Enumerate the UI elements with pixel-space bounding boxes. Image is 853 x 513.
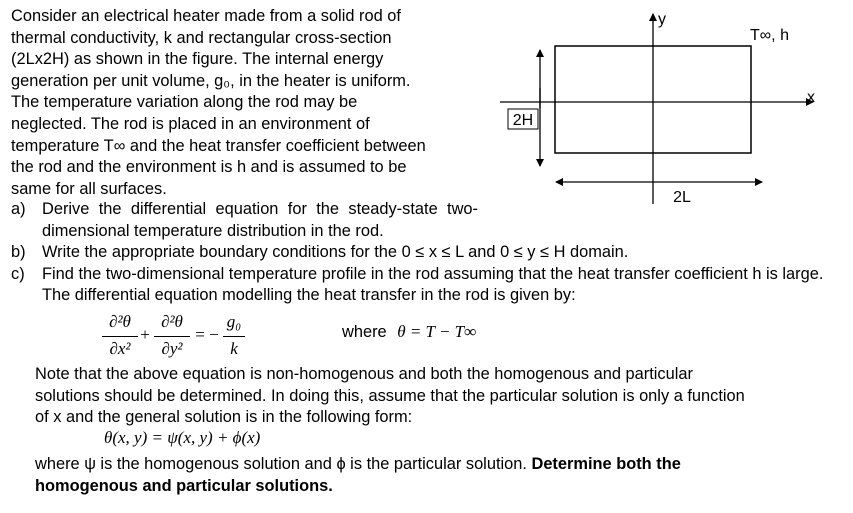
eq-equals-minus: = −: [195, 325, 219, 344]
height-label: 2H: [512, 112, 534, 129]
part-a-text: Derive the differential equation for the steady-state two-dimensional temperature distribution in the rod.: [42, 200, 478, 240]
note-line-3: of x and the general solution is in the following form:: [35, 408, 413, 427]
where-label: where: [342, 323, 387, 341]
eq-fraction-bar-1: [102, 336, 138, 337]
eq-numerator-2: ∂²θ: [161, 312, 183, 331]
y-axis-label: y: [658, 11, 666, 28]
intro-line-5: The temperature variation along the rod may be: [11, 93, 358, 112]
part-c-text: Find the two-dimensional temperature profile in the rod assuming that the heat transfer coefficient h is large. The differential equation modelling the heat transfer in the rod is given by:: [42, 264, 824, 305]
intro-line-9: same for all surfaces.: [11, 179, 167, 198]
pde-equation: [100, 312, 260, 364]
part-b-text: Write the appropriate boundary conditions for the 0 ≤ x ≤ L and 0 ≤ y ≤ H domain.: [42, 243, 629, 262]
intro-line-2: thermal conductivity, k and rectangular cross-section: [11, 28, 392, 47]
eq-plus: +: [140, 325, 150, 344]
intro-line-4: generation per unit volume, g₀, in the heater is uniform.: [11, 71, 411, 90]
final-bold-text-2: homogenous and particular solutions.: [35, 476, 333, 495]
eq-denominator-3: k: [230, 339, 238, 358]
note-line-2: solutions should be determined. In doing this, assume that the particular solution is only a function: [35, 386, 745, 405]
final-line-1: [35, 454, 835, 476]
eq-fraction-bar-2: [154, 336, 190, 337]
x-axis-label: x: [807, 89, 815, 106]
intro-line-6: neglected. The rod is placed in an environment of: [11, 114, 370, 133]
rod-cross-section-figure: [500, 8, 840, 208]
part-a: [11, 199, 478, 242]
part-b: [11, 242, 841, 264]
eq-denominator-2: ∂y²: [161, 339, 183, 358]
problem-intro: [11, 6, 478, 200]
part-a-label: a): [11, 200, 26, 218]
part-c-label: c): [11, 264, 25, 283]
eq-fraction-bar-3: [223, 336, 245, 337]
final-bold-text-1: Determine both the: [531, 455, 681, 473]
final-line-2: [35, 476, 835, 498]
part-c: [11, 264, 841, 307]
width-label: 2L: [673, 189, 691, 206]
final-instruction: [35, 454, 835, 497]
general-solution-equation: θ(x, y) = ψ(x, y) + ϕ(x): [104, 428, 261, 447]
intro-line-1: Consider an electrical heater made from a solid rod of: [11, 7, 401, 25]
theta-expression: θ = T − T∞: [397, 322, 477, 341]
note-paragraph: [35, 364, 835, 429]
eq-numerator-3: g₀: [226, 312, 242, 331]
final-plain-text: where ψ is the homogenous solution and ϕ is the particular solution.: [35, 455, 527, 473]
problem-parts: [11, 199, 841, 307]
ambient-label: T∞, h: [750, 27, 789, 44]
intro-line-8: the rod and the environment is h and is assumed to be: [11, 158, 407, 177]
intro-line-3: (2Lx2H) as shown in the figure. The internal energy: [11, 50, 384, 69]
intro-line-7: temperature T∞ and the heat transfer coefficient between: [11, 136, 426, 155]
eq-denominator-1: ∂x²: [109, 339, 131, 358]
note-line-1: Note that the above equation is non-homogenous and both the homogenous and particular: [35, 365, 693, 383]
eq-numerator-1: ∂²θ: [109, 312, 131, 331]
part-b-label: b): [11, 243, 26, 262]
theta-definition: [342, 322, 476, 342]
